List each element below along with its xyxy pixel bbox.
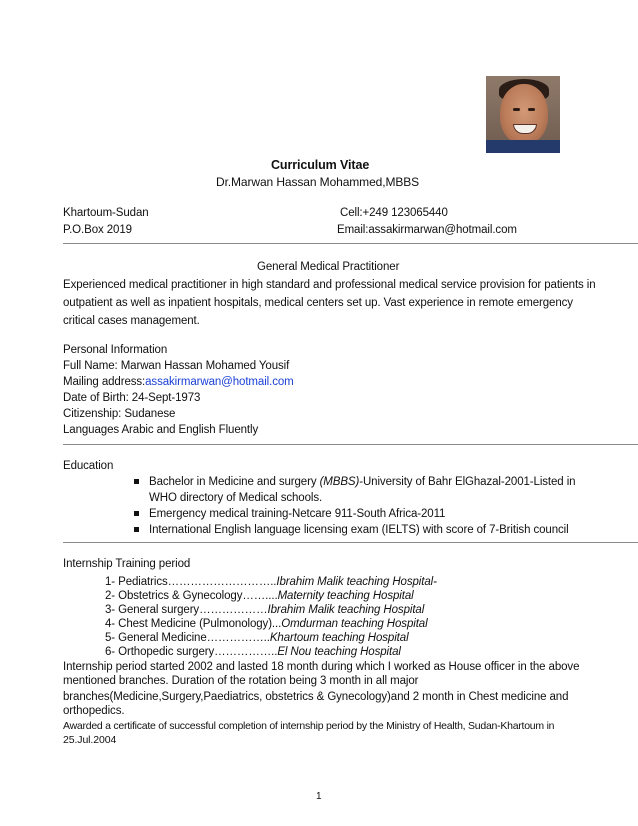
internship-paragraph: Internship period started 2002 and lasted 18 month during which I worked as House officer in the above [63, 661, 580, 673]
po-box: P.O.Box 2019 [63, 224, 132, 236]
date-of-birth: Date of Birth: 24-Sept-1973 [63, 392, 201, 404]
bullet-icon [134, 479, 139, 484]
profile-photo [486, 76, 560, 153]
internship-row: 6- Orthopedic surgery……………..El Nou teaching Hospital [105, 646, 401, 658]
education-item-continued: WHO directory of Medical schools. [149, 492, 323, 504]
cell-number: Cell:+249 123065440 [340, 207, 448, 219]
internship-paragraph: branches(Medicine,Surgery,Paediatrics, obstetrics & Gynecology)and 2 month in Chest medicine and [63, 691, 569, 703]
internship-heading: Internship Training period [63, 558, 191, 570]
bullet-icon [134, 527, 139, 532]
internship-row: 2- Obstetrics & Gynecology……....Maternity teaching Hospital [105, 590, 414, 602]
divider [63, 243, 638, 244]
profile-line: outpatient as well as inpatient hospitals, medical centers set up. Vast experience in remote emergency [63, 297, 573, 309]
internship-row: 4- Chest Medicine (Pulmonology)...Omdurman teaching Hospital [105, 618, 428, 630]
internship-paragraph: orthopedics. [63, 705, 125, 717]
award-line: Awarded a certificate of successful completion of internship period by the Ministry of Health, Sudan-Khartoum in [63, 720, 555, 732]
award-line: 25.Jul.2004 [63, 734, 117, 746]
internship-row: 5- General Medicine……………..Khartoum teaching Hospital [105, 632, 409, 644]
personal-heading: Personal Information [63, 344, 168, 356]
page-number: 1 [316, 791, 322, 802]
education-heading: Education [63, 460, 114, 472]
location: Khartoum-Sudan [63, 207, 149, 219]
profile-line: critical cases management. [63, 315, 200, 327]
profile-line: Experienced medical practitioner in high standard and professional medical service provision for patients in [63, 279, 596, 291]
internship-paragraph: mentioned branches. Duration of the rotation being 3 month in all major [63, 675, 419, 687]
full-name: Full Name: Marwan Hassan Mohamed Yousif [63, 360, 290, 372]
bullet-icon [134, 511, 139, 516]
education-item: Emergency medical training-Netcare 911-South Africa-2011 [149, 508, 446, 520]
mailing-email-link[interactable]: assakirmarwan@hotmail.com [145, 376, 294, 388]
document-title: Curriculum Vitae [271, 158, 370, 172]
candidate-name: Dr.Marwan Hassan Mohammed,MBBS [216, 175, 420, 189]
languages: Languages Arabic and English Fluently [63, 424, 259, 436]
education-item: Bachelor in Medicine and surgery (MBBS)-University of Bahr ElGhazal-2001-Listed in [149, 476, 576, 488]
divider [63, 444, 638, 445]
email: Email:assakirmarwan@hotmail.com [337, 224, 517, 236]
profile-heading: General Medical Practitioner [257, 261, 400, 273]
education-item: International English language licensing exam (IELTS) with score of 7-British council [149, 524, 569, 536]
mailing-label: Mailing address: [63, 376, 146, 388]
divider [63, 542, 638, 543]
citizenship: Citizenship: Sudanese [63, 408, 176, 420]
internship-row: 1- Pediatrics………………………..Ibrahim Malik teaching Hospital- [105, 576, 437, 588]
mailing-address [63, 374, 294, 390]
internship-row: 3- General surgery………………Ibrahim Malik teaching Hospital [105, 604, 425, 616]
